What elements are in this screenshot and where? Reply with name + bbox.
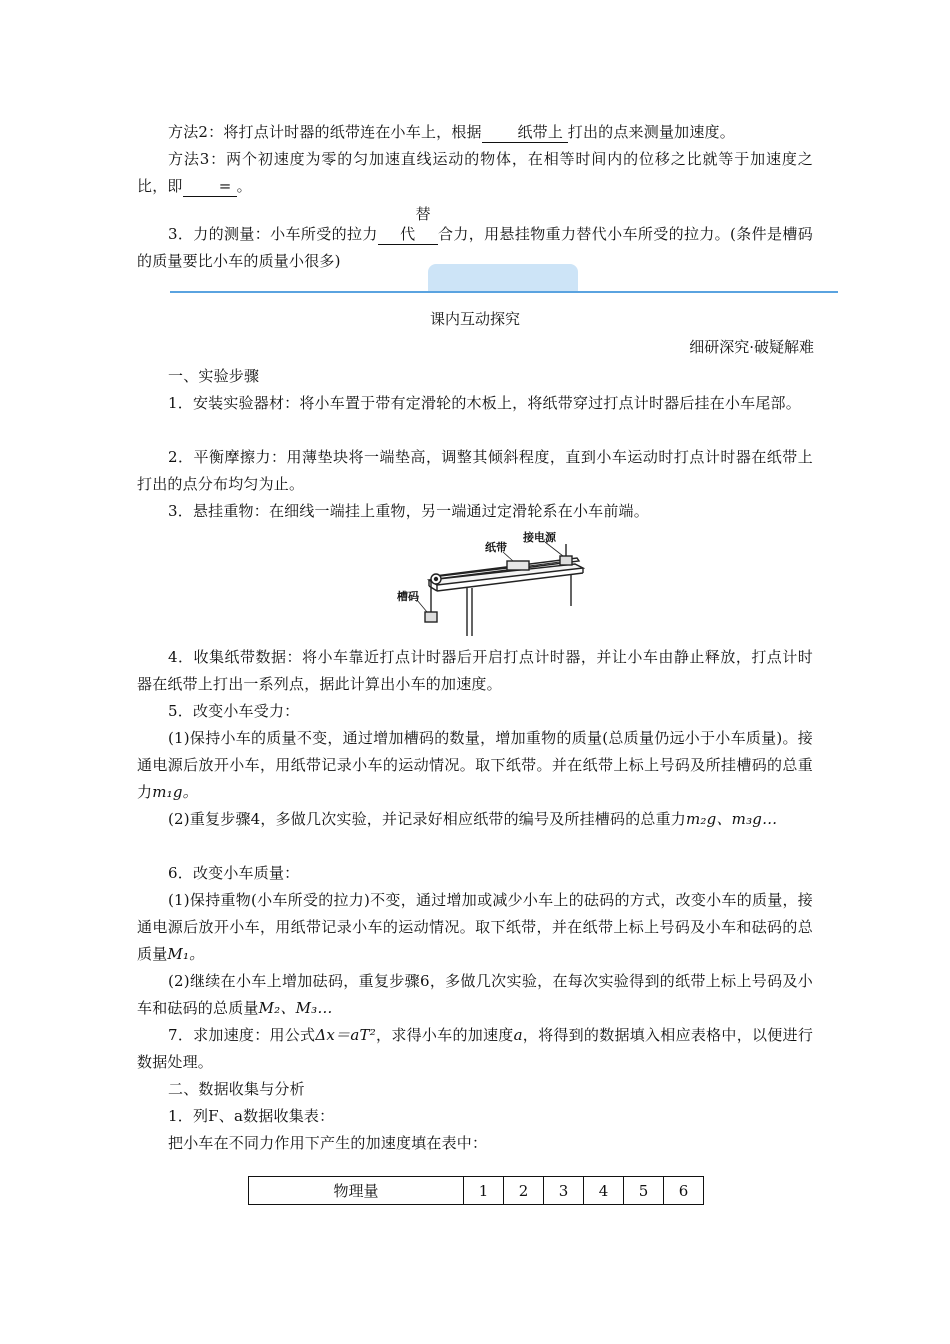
table-header-cell: 3 [544,1177,584,1205]
step-6-2: (2)继续在小车上增加砝码，重复步骤6，多做几次实验，在每次实验得到的纸带上标上号码及小车和砝码的总质量M₂、M₃… [137,972,813,1017]
answer-blank: 纸带上 [482,122,568,143]
analysis-item-1: 1．列F、a数据收集表： [168,1107,335,1125]
step-3: 3．悬挂重物：在细线一端挂上重物，另一端通过定滑轮系在小车前端。 [168,502,649,520]
step-4: 4．收集纸带数据：将小车靠近打点计时器后开启打点计时器，并让小车由静止释放，打点计时器在纸带上打出一系列点，据此计算出小车的加速度。 [137,648,813,693]
label-power: 接电源 [523,532,556,544]
table-header-cell: 物理量 [249,1177,464,1205]
analysis-heading: 二、数据收集与分析 [168,1080,305,1098]
analysis-item-1-sub: 把小车在不同力作用下产生的加速度填在表中： [168,1134,488,1152]
step-1: 1．安装实验器材：将小车置于带有定滑轮的木板上，将纸带穿过打点计时器后挂在小车尾部。 [168,394,801,412]
answer-blank: 替代 [378,204,438,245]
step-2: 2．平衡摩擦力：用薄垫块将一端垫高，调整其倾斜程度，直到小车运动时打点计时器在纸带上打出的点分布均匀为止。 [137,448,813,493]
table-header-cell: 5 [624,1177,664,1205]
label-weight: 槽码 [397,591,419,603]
table-header-cell: 1 [464,1177,504,1205]
step-5-2: (2)重复步骤4，多做几次实验，并记录好相应纸带的编号及所挂槽码的总重力m₂g、m₃g… [168,810,778,828]
step-6-1: (1)保持重物(小车所受的拉力)不变，通过增加或减少小车上的砝码的方式，改变小车的质量，接通电源后放开小车，用纸带记录小车的运动情况。取下纸带，并在纸带上标上号码及小车和砝码的总质量M₁。 [137,891,813,963]
step-5: 5．改变小车受力： [168,702,300,720]
banner-divider [170,291,838,293]
acceleration-formula: Δx＝aT² [315,1026,376,1044]
table-header-cell: 2 [504,1177,544,1205]
section-subtitle: 细研深究·破疑解难 [689,338,814,356]
force-measure-paragraph: 3．力的测量：小车所受的拉力替代 合力，用悬挂物重力替代小车所受的拉力。(条件是槽码的质量要比小车的质量小很多) [137,205,813,270]
table-row [249,1177,704,1205]
apparatus-figure [395,528,585,640]
table-header-cell: 4 [584,1177,624,1205]
answer-blank: = [183,176,237,197]
method-2-paragraph: 方法2：将打点计时器的纸带连在小车上，根据 纸带上 打出的点来测量加速度。 [168,123,735,141]
steps-heading: 一、实验步骤 [168,367,260,385]
step-5-1: (1)保持小车的质量不变，通过增加槽码的数量，增加重物的质量(总质量仍远小于小车质量)。接通电源后放开小车，用纸带记录小车的运动情况。取下纸带。并在纸带上标上号码及所挂槽码的总重力m₁g。 [137,729,813,801]
step-7: 7．求加速度：用公式Δx＝aT²，求得小车的加速度a，将得到的数据填入相应表格中，以便进行数据处理。 [137,1026,814,1071]
step-6: 6．改变小车质量： [168,864,300,882]
section-banner [170,262,838,294]
method-3-paragraph: 方法3：两个初速度为零的匀加速直线运动的物体，在相等时间内的位移之比就等于加速度之比，即 = 。 [137,150,813,195]
data-table [248,1176,704,1205]
section-title: 课内互动探究 [429,310,520,328]
label-tape: 纸带 [485,542,507,554]
banner-tab [428,264,578,293]
table-header-cell: 6 [664,1177,704,1205]
